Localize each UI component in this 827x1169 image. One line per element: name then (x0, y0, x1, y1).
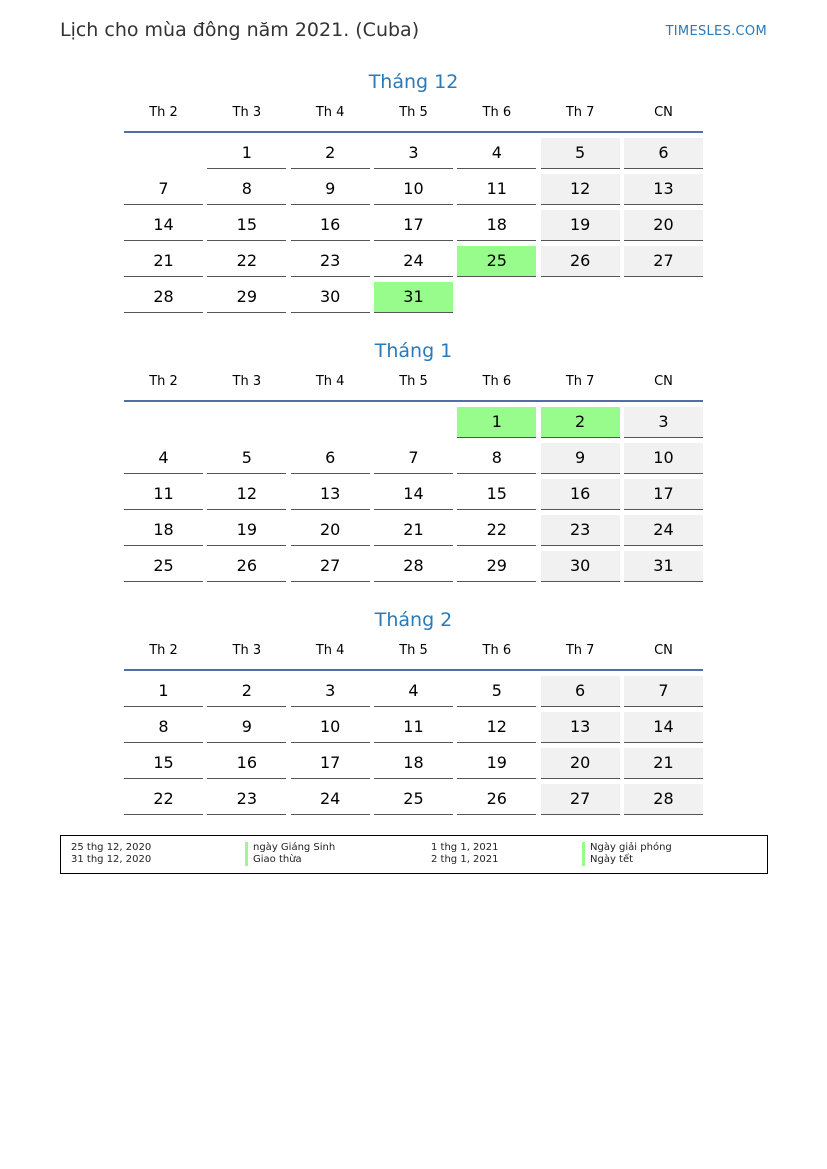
month-title: Tháng 1 (374, 340, 453, 362)
day-cell: 1 (457, 407, 536, 438)
day-cell: 19 (207, 515, 286, 546)
week-row (124, 210, 703, 246)
weeks (124, 676, 703, 820)
day-cell: 14 (624, 712, 703, 743)
weeks (124, 138, 703, 318)
day-cell: 18 (124, 515, 203, 546)
month-title: Tháng 2 (374, 609, 453, 631)
day-cell: 21 (124, 246, 203, 277)
day-cell (541, 282, 620, 312)
day-cell: 9 (541, 443, 620, 474)
day-cell: 31 (624, 551, 703, 582)
day-cell: 18 (374, 748, 453, 779)
legend-dates-col-1 (71, 842, 151, 866)
day-cell: 23 (207, 784, 286, 815)
month-calendar-february (124, 605, 703, 820)
day-cell: 15 (457, 479, 536, 510)
day-cell: 3 (291, 676, 370, 707)
day-cell: 4 (457, 138, 536, 169)
day-cell: 14 (124, 210, 203, 241)
weekday-label: CN (654, 374, 673, 389)
day-cell: 21 (624, 748, 703, 779)
day-cell: 27 (541, 784, 620, 815)
day-cell: 12 (207, 479, 286, 510)
legend-names-col-2 (582, 842, 672, 866)
day-cell (207, 407, 286, 437)
day-cell: 11 (124, 479, 203, 510)
day-cell: 16 (207, 748, 286, 779)
day-cell: 18 (457, 210, 536, 241)
day-cell: 2 (291, 138, 370, 169)
weekday-label: Th 5 (399, 105, 428, 120)
week-row (124, 712, 703, 748)
day-cell: 10 (291, 712, 370, 743)
week-row (124, 443, 703, 479)
brand-link[interactable]: TIMESLES.COM (665, 24, 767, 39)
weekday-label: Th 7 (565, 643, 595, 658)
weekday-label: Th 2 (149, 643, 178, 658)
legend-date: 2 thg 1, 2021 (431, 854, 499, 865)
day-cell: 19 (457, 748, 536, 779)
day-cell: 11 (374, 712, 453, 743)
legend-holiday-name: Ngày tết (582, 854, 672, 866)
day-cell: 22 (207, 246, 286, 277)
day-cell: 8 (207, 174, 286, 205)
legend-holiday-name: Giao thừa (245, 854, 335, 866)
day-cell: 19 (541, 210, 620, 241)
day-cell: 11 (457, 174, 536, 205)
day-cell: 26 (541, 246, 620, 277)
holiday-legend (60, 835, 768, 874)
weekday-header-row (124, 97, 703, 123)
day-cell (457, 282, 536, 312)
day-cell: 12 (541, 174, 620, 205)
day-cell (624, 282, 703, 312)
day-cell: 4 (374, 676, 453, 707)
weekday-label: Th 3 (232, 643, 262, 658)
weekday-label: CN (654, 105, 673, 120)
day-cell: 26 (207, 551, 286, 582)
header-divider (124, 131, 703, 133)
legend-names-col-1 (245, 842, 335, 866)
day-cell: 13 (541, 712, 620, 743)
day-cell: 14 (374, 479, 453, 510)
day-cell: 8 (457, 443, 536, 474)
day-cell: 25 (457, 246, 536, 277)
day-cell: 9 (207, 712, 286, 743)
day-cell: 27 (624, 246, 703, 277)
day-cell: 1 (207, 138, 286, 169)
legend-holiday-name: ngày Giáng Sinh (245, 842, 335, 854)
day-cell: 21 (374, 515, 453, 546)
weeks (124, 407, 703, 587)
day-cell (374, 407, 453, 437)
weekday-label: Th 5 (399, 374, 428, 389)
day-cell: 2 (207, 676, 286, 707)
week-row (124, 174, 703, 210)
day-cell: 31 (374, 282, 453, 313)
legend-date: 25 thg 12, 2020 (71, 842, 152, 853)
day-cell: 13 (624, 174, 703, 205)
weekday-label: Th 4 (315, 643, 345, 658)
week-row (124, 479, 703, 515)
day-cell: 15 (207, 210, 286, 241)
day-cell (124, 407, 203, 437)
month-calendar-january (124, 336, 703, 587)
day-cell: 1 (124, 676, 203, 707)
week-row (124, 246, 703, 282)
day-cell: 6 (624, 138, 703, 169)
day-cell: 23 (541, 515, 620, 546)
day-cell: 2 (541, 407, 620, 438)
day-cell: 7 (374, 443, 453, 474)
month-calendar-december (124, 67, 703, 318)
week-row (124, 138, 703, 174)
day-cell: 12 (457, 712, 536, 743)
day-cell: 25 (374, 784, 453, 815)
week-row (124, 407, 703, 443)
day-cell: 30 (291, 282, 370, 313)
day-cell: 9 (291, 174, 370, 205)
day-cell: 17 (374, 210, 453, 241)
day-cell: 6 (291, 443, 370, 474)
week-row (124, 748, 703, 784)
week-row (124, 282, 703, 318)
weekday-label: Th 7 (565, 374, 595, 389)
weekday-label: Th 7 (565, 105, 595, 120)
day-cell: 16 (541, 479, 620, 510)
day-cell: 28 (624, 784, 703, 815)
day-cell: 29 (207, 282, 286, 313)
day-cell: 8 (124, 712, 203, 743)
day-cell: 17 (291, 748, 370, 779)
day-cell: 25 (124, 551, 203, 582)
weekday-label: Th 4 (315, 374, 345, 389)
weekday-label: CN (654, 643, 673, 658)
weekday-label: Th 2 (149, 374, 178, 389)
day-cell: 4 (124, 443, 203, 474)
weekday-header-row (124, 366, 703, 392)
day-cell: 5 (207, 443, 286, 474)
day-cell: 5 (541, 138, 620, 169)
day-cell: 22 (457, 515, 536, 546)
weekday-label: Th 6 (482, 643, 512, 658)
weekday-header-row (124, 635, 703, 661)
day-cell: 6 (541, 676, 620, 707)
page-title: Lịch cho mùa đông năm 2021. (Cuba) (60, 19, 420, 41)
day-cell (124, 138, 203, 168)
week-row (124, 515, 703, 551)
weekday-label: Th 5 (399, 643, 428, 658)
week-row (124, 784, 703, 820)
legend-date: 1 thg 1, 2021 (431, 842, 499, 853)
day-cell: 23 (291, 246, 370, 277)
day-cell: 16 (291, 210, 370, 241)
day-cell: 20 (541, 748, 620, 779)
day-cell: 20 (291, 515, 370, 546)
weekday-label: Th 4 (315, 105, 345, 120)
day-cell (291, 407, 370, 437)
day-cell: 5 (457, 676, 536, 707)
day-cell: 13 (291, 479, 370, 510)
legend-dates-col-2 (431, 842, 499, 866)
day-cell: 10 (624, 443, 703, 474)
day-cell: 24 (291, 784, 370, 815)
day-cell: 27 (291, 551, 370, 582)
week-row (124, 551, 703, 587)
day-cell: 17 (624, 479, 703, 510)
weekday-label: Th 2 (149, 105, 178, 120)
weekday-label: Th 3 (232, 105, 262, 120)
day-cell: 15 (124, 748, 203, 779)
day-cell: 3 (374, 138, 453, 169)
weekday-label: Th 6 (482, 374, 512, 389)
day-cell: 24 (624, 515, 703, 546)
week-row (124, 676, 703, 712)
weekday-label: Th 6 (482, 105, 512, 120)
day-cell: 7 (624, 676, 703, 707)
legend-holiday-name: Ngày giải phóng (582, 842, 672, 854)
day-cell: 7 (124, 174, 203, 205)
weekday-label: Th 3 (232, 374, 262, 389)
day-cell: 20 (624, 210, 703, 241)
day-cell: 22 (124, 784, 203, 815)
header-divider (124, 400, 703, 402)
month-title: Tháng 12 (368, 71, 459, 93)
legend-date: 31 thg 12, 2020 (71, 854, 152, 865)
day-cell: 24 (374, 246, 453, 277)
day-cell: 30 (541, 551, 620, 582)
day-cell: 26 (457, 784, 536, 815)
header-divider (124, 669, 703, 671)
day-cell: 29 (457, 551, 536, 582)
day-cell: 3 (624, 407, 703, 438)
day-cell: 28 (124, 282, 203, 313)
day-cell: 10 (374, 174, 453, 205)
day-cell: 28 (374, 551, 453, 582)
